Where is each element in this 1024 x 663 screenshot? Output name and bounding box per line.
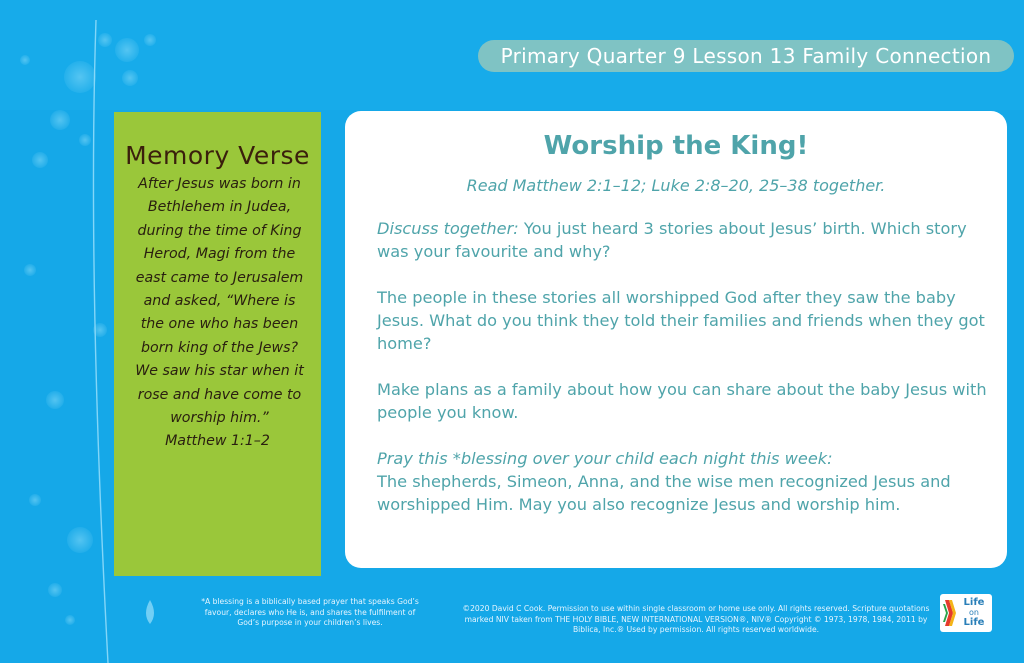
memory-verse-title: Memory Verse <box>125 141 310 170</box>
memory-verse-panel <box>114 112 321 576</box>
logo-word-life: Life <box>963 597 985 608</box>
card-body <box>377 217 987 539</box>
blessing-footnote: *A blessing is a biblically based prayer that speaks God’s favour, declares who He is, and shares the fulfilment of God’s purpose in your children’s lives. <box>201 597 419 627</box>
logo-stripes-icon <box>943 598 957 628</box>
discuss-label: Discuss together: <box>377 219 519 238</box>
logo-word-life-2: Life <box>963 617 985 628</box>
copyright-notice: ©2020 David C Cook. Permission to use within single classroom or home use only. All rights reserved. Scripture quotations marked NIV taken from THE HOLY BIBLE, NEW INTERNATIONAL VERSION®, NIV® Copyright © 1973, 1978, 1984, 2011 by Biblica, Inc.® Used by permission. All rights reserved worldwide. <box>462 604 930 634</box>
prayer-paragraph <box>377 447 987 516</box>
memory-verse-reference: Matthew 1:1–2 <box>165 433 270 450</box>
logo-word-on: on <box>969 608 979 617</box>
card-title: Worship the King! <box>543 131 809 161</box>
discuss-paragraph <box>377 217 987 263</box>
share-paragraph: Make plans as a family about how you can share about the baby Jesus with people you know. <box>377 380 987 422</box>
activity-card <box>345 111 1007 568</box>
memory-verse-text: After Jesus was born in Bethlehem in Judea, during the time of King Herod, Magi from the east came to Jerusalem and asked, “Where is the one who has been born king of the Jews? We saw his star when it rose and have come to worship him.” <box>135 176 304 427</box>
worship-paragraph: The people in these stories all worshipped God after they saw the baby Jesus. What do you think they told their families and friends when they got home? <box>377 288 985 353</box>
lesson-header: Primary Quarter 9 Lesson 13 Family Connection <box>478 40 1014 72</box>
life-on-life-logo <box>940 594 992 632</box>
discuss-text: You just heard 3 stories about Jesus’ birth. Which story was your favourite and why? <box>377 219 967 261</box>
prayer-text: The shepherds, Simeon, Anna, and the wise men recognized Jesus and worshipped Him. May you also recognize Jesus and worship him. <box>377 472 951 514</box>
prayer-label: Pray this *blessing over your child each night this week: <box>377 449 833 468</box>
reading-instruction: Read Matthew 2:1–12; Luke 2:8–20, 25–38 together. <box>466 176 886 195</box>
